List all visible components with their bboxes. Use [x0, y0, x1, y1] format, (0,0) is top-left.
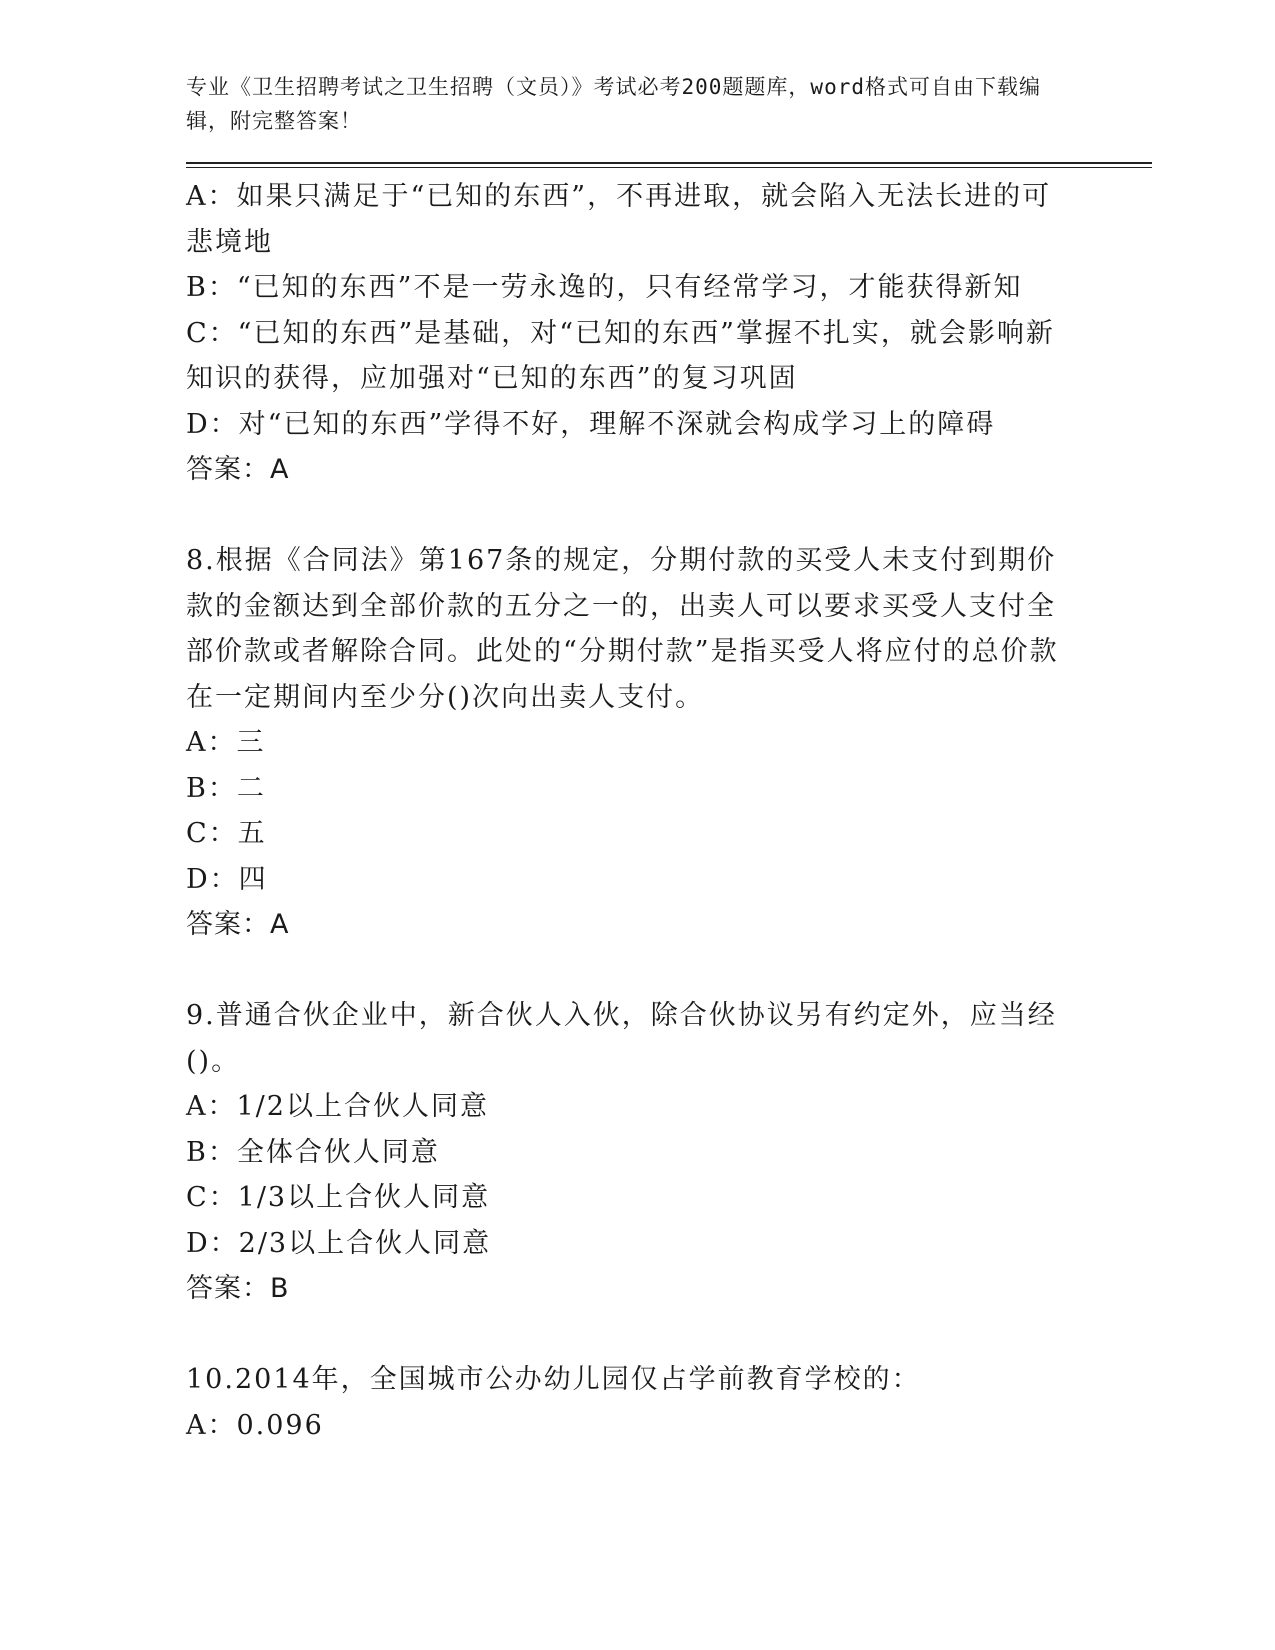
option-c: C：“已知的东西”是基础，对“已知的东西”掌握不扎实，就会影响新知识的获得，应加强对“已知的东西”的复习巩固 [186, 317, 1055, 394]
header-divider [186, 162, 1152, 168]
question-block [186, 993, 1066, 1312]
option-b: B：全体合伙人同意 [186, 1136, 440, 1168]
question-stem: 10.2014年，全国城市公办幼儿园仅占学前教育学校的： [186, 1364, 921, 1395]
option-d: D：对“已知的东西”学得不好，理解不深就会构成学习上的障碍 [186, 408, 996, 440]
option-d: D：2/3以上合伙人同意 [186, 1227, 492, 1259]
document-page [186, 70, 1146, 1448]
option-a: A：0.096 [186, 1409, 324, 1441]
option-c: C：1/3以上合伙人同意 [186, 1182, 491, 1213]
answer-line: 答案：A [186, 909, 290, 940]
option-d: D：四 [186, 863, 268, 895]
option-a: A：1/2以上合伙人同意 [186, 1091, 489, 1122]
question-block [186, 174, 1066, 493]
option-b: B：二 [186, 772, 266, 804]
option-a: A：三 [186, 727, 266, 758]
option-c: C：五 [186, 818, 267, 849]
question-block [186, 538, 1066, 948]
answer-line: 答案：B [186, 1273, 290, 1304]
question-block [186, 1357, 1066, 1448]
option-b: B：“已知的东西”不是一劳永逸的，只有经常学习，才能获得新知 [186, 272, 1023, 303]
question-stem: 8.根据《合同法》第167条的规定，分期付款的买受人未支付到期价款的金额达到全部价款的五分之一的，出卖人可以要求买受人支付全部价款或者解除合同。此处的“分期付款”是指买受人将应付的总价款在一定期间内至少分()次向出卖人支付。 [186, 545, 1059, 713]
option-a: A：如果只满足于“已知的东西”，不再进取，就会陷入无法长进的可悲境地 [186, 181, 1052, 258]
question-stem: 9.普通合伙企业中，新合伙人入伙，除合伙协议另有约定外，应当经()。 [186, 1000, 1057, 1077]
answer-line: 答案：A [186, 454, 290, 485]
document-header: 专业《卫生招聘考试之卫生招聘（文员）》考试必考200题题库，word格式可自由下载编辑，附完整答案！ [186, 75, 1041, 133]
